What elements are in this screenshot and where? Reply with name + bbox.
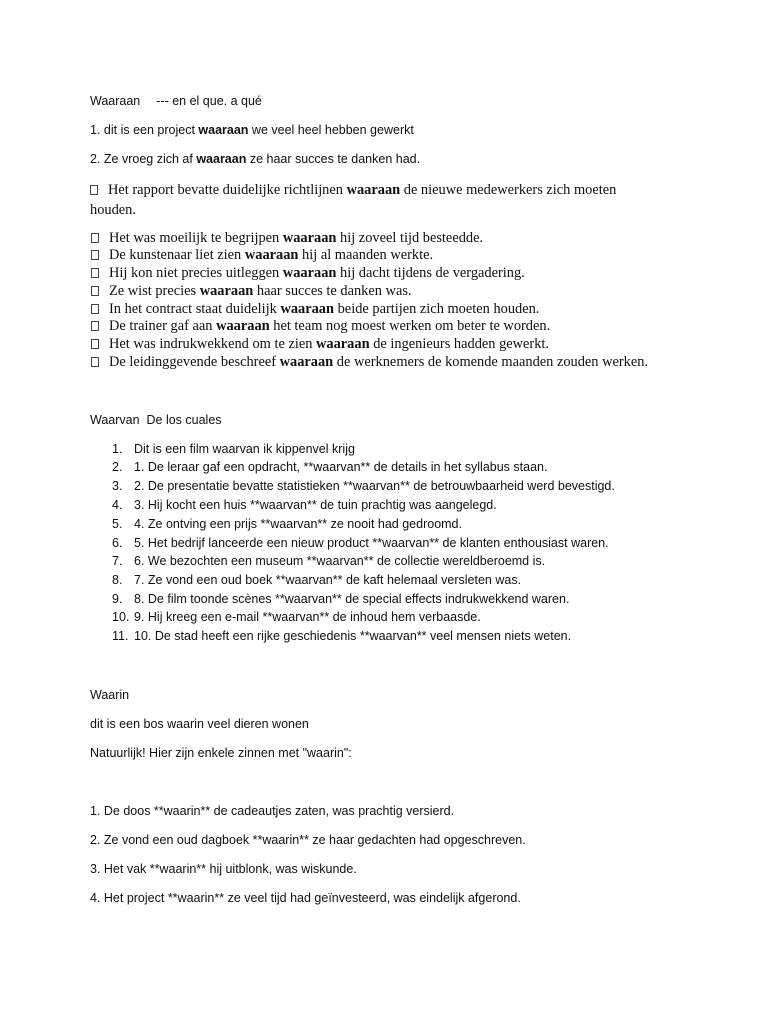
section-heading-waarin: Waarin: [90, 688, 130, 702]
list-item: 1. Dit is een film waarvan ik kippenvel krijg: [112, 442, 355, 456]
sentence-2: 2. Ze vroeg zich af waaraan ze haar succes te danken had.: [90, 152, 421, 166]
list-item: 10. 9. Hij kreeg een e-mail **waarvan** de inhoud hem verbaasde.: [112, 610, 481, 624]
square-bullet-icon: [91, 321, 99, 331]
square-bullet-icon: [91, 357, 99, 367]
bullet-item-8: Het was indrukwekkend om te zien waaraan de ingenieurs hadden gewerkt.: [91, 336, 549, 353]
heading-word: Waaraan: [90, 94, 141, 108]
heading-translation: --- en el que. a qué: [156, 94, 262, 108]
bullet-item-7: De trainer gaf aan waaraan het team nog moest werken om beter te worden.: [91, 318, 550, 335]
waarin-sentence: 3. Het vak **waarin** hij uitblonk, was wiskunde.: [90, 862, 357, 876]
section-heading-waaraan: [90, 94, 262, 108]
section-heading-waarvan: Waarvan De los cuales: [90, 413, 222, 427]
intro-text: Natuurlijk! Hier zijn enkele zinnen met "waarin":: [90, 746, 352, 760]
list-item: 4. 3. Hij kocht een huis **waarvan** de tuin prachtig was aangelegd.: [112, 498, 497, 512]
square-bullet-icon: [91, 268, 99, 278]
bullet-item-9: De leidinggevende beschreef waaraan de werknemers de komende maanden zouden werken.: [91, 354, 648, 371]
list-item: 8. 7. Ze vond een oud boek **waarvan** de kaft helemaal versleten was.: [112, 573, 522, 587]
keyword: waaraan: [198, 123, 249, 137]
list-item: 9. 8. De film toonde scènes **waarvan** de special effects indrukwekkend waren.: [112, 592, 570, 606]
square-bullet-icon: [91, 233, 99, 243]
square-bullet-icon: [90, 185, 98, 195]
waarin-sentence: 4. Het project **waarin** ze veel tijd had geïnvesteerd, was eindelijk afgerond.: [90, 891, 521, 905]
example-sentence: dit is een bos waarin veel dieren wonen: [90, 717, 309, 731]
bullet-item-4: Hij kon niet precies uitleggen waaraan hij dacht tijdens de vergadering.: [91, 265, 525, 282]
list-item: 2. 1. De leraar gaf een opdracht, **waarvan** de details in het syllabus staan.: [112, 460, 548, 474]
square-bullet-icon: [91, 339, 99, 349]
waarin-sentence: 1. De doos **waarin** de cadeautjes zaten, was prachtig versierd.: [90, 804, 455, 818]
square-bullet-icon: [91, 250, 99, 260]
list-item: 5. 4. Ze ontving een prijs **waarvan** ze nooit had gedroomd.: [112, 517, 462, 531]
bullet-item-2: Het was moeilijk te begrijpen waaraan hij zoveel tijd besteedde.: [91, 230, 483, 247]
sentence-1: 1. dit is een project waaraan we veel heel hebben gewerkt: [90, 123, 414, 137]
bullet-item-3: De kunstenaar liet zien waaraan hij al maanden werkte.: [91, 247, 433, 264]
keyword: waaraan: [196, 152, 247, 166]
bullet-item-1: Het rapport bevatte duidelijke richtlijnen waaraan de nieuwe medewerkers zich moeten houden.: [90, 182, 617, 218]
list-item: 3. 2. De presentatie bevatte statistieken **waarvan** de betrouwbaarheid werd bevestigd.: [112, 479, 615, 493]
bullet-item-5: Ze wist precies waaraan haar succes te danken was.: [91, 283, 412, 300]
list-item: 7. 6. We bezochten een museum **waarvan** de collectie wereldberoemd is.: [112, 554, 546, 568]
bullet-item-6: In het contract staat duidelijk waaraan beide partijen zich moeten houden.: [91, 301, 539, 318]
list-item: 6. 5. Het bedrijf lanceerde een nieuw product **waarvan** de klanten enthousiast waren.: [112, 536, 609, 550]
waarin-sentence: 2. Ze vond een oud dagboek **waarin** ze haar gedachten had opgeschreven.: [90, 833, 526, 847]
square-bullet-icon: [91, 304, 99, 314]
square-bullet-icon: [91, 286, 99, 296]
list-item: 11. 10. De stad heeft een rijke geschiedenis **waarvan** veel mensen niets weten.: [112, 629, 572, 643]
